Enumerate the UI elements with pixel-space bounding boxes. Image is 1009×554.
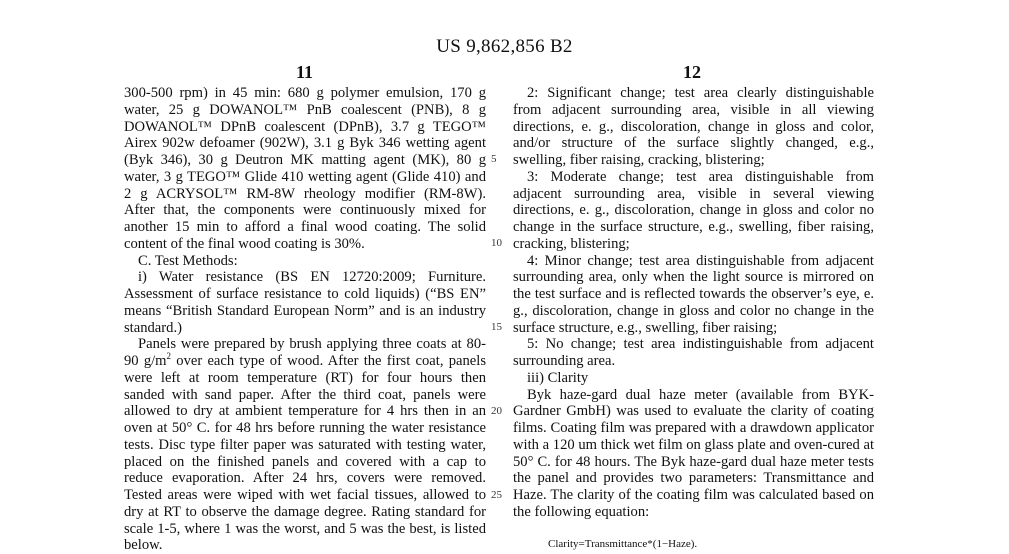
section-heading: iii) Clarity bbox=[527, 369, 589, 386]
rating-item: 4: Minor change; test area distinguishable from adjacent surrounding area, only when the light source is mirrored on the test surface and is reflected towards the observer’s eye, e. g., discoloration, change in gloss and color no change in the surface structure, e.g., swelling, fiber raising; bbox=[513, 252, 874, 336]
line-number: 20 bbox=[491, 405, 502, 417]
right-column bbox=[513, 85, 874, 521]
page-number-left: 11 bbox=[296, 62, 314, 82]
line-number: 15 bbox=[491, 321, 502, 333]
rating-item: 2: Significant change; test area clearly distinguishable from adjacent surrounding area, visible in all viewing directions, e. g., discoloration, change in gloss and color, and/or structure of the surface slightly changed, e.g., swelling, fiber raising, cracking, blistering; bbox=[513, 85, 874, 168]
section-heading: C. Test Methods: bbox=[138, 252, 238, 269]
paragraph: Panels were prepared by brush applying three coats at 80-90 $g/m^2$ over each type of wood. After the first coat, panels were left at room temperature (RT) for four hours then sanded with sand paper. After the third coat, panels were allowed to dry at ambient temperature for 4 hrs then in an oven at 50° C. for 48 hrs before running the water resistance tests. Disc type filter paper was saturated with testing water, placed on the finished panels and covered with a cap to reduce evaporation. After 24 hrs, covers were removed. Tested areas were wiped with wet facial tissues, allowed to dry at RT to observe the damage degree. Rating standard for scale 1-5, where 1 was the worst, and 5 was the best, is listed below. bbox=[124, 336, 486, 554]
patent-number: US 9,862,856 B2 bbox=[436, 36, 573, 57]
left-column bbox=[124, 85, 486, 554]
line-number: 10 bbox=[491, 237, 502, 249]
paragraph: i) Water resistance (BS EN 12720:2009; Furniture. Assessment of surface resistance to cold liquids) (“BS EN” means “British Standard European Norm” and is an industry standard.) bbox=[124, 269, 486, 336]
rating-item: 3: Moderate change; test area distinguishable from adjacent surrounding area, visible in several viewing directions, e. g., discoloration, change in gloss and color no change in the surface structure, e.g., swelling, fiber raising, cracking, blistering; bbox=[513, 168, 874, 252]
paragraph: 300-500 rpm) in 45 min: 680 g polymer emulsion, 170 g water, 25 g DOWANOL™ PnB coalescent (PNB), 8 g DOWANOL™ DPnB coalescent (DPnB), 3.7 g TEGO™ Airex 902w defoamer (902W), 3.1 g Byk 346 wetting agent (Byk 346), 30 g Deutron MK matting agent (MK), 80 g water, 3 g TEGO™ Glide 410 wetting agent (Glide 410) and 2 g ACRYSOL™ RM-8W rheology modifier (RM-8W). After that, the components were continuously mixed for another 15 min to afford a final wood coating. The solid content of the final wood coating is 30%. bbox=[124, 85, 486, 252]
line-number: 5 bbox=[491, 153, 497, 165]
line-number: 25 bbox=[491, 489, 502, 501]
superscript: 2 bbox=[166, 351, 172, 362]
clarity-equation: Clarity=Transmittance*(1−Haze). bbox=[548, 538, 698, 550]
paragraph: Byk haze-gard dual haze meter (available from BYK-Gardner GmbH) was used to evaluate the clarity of coating films. Coating film was prepared with a drawdown applicator with a 120 um thick wet film on glass plate and oven-cured at 50° C. for 48 hours. The Byk haze-gard dual haze meter tests the panel and provides two parameters: Transmittance and Haze. The clarity of the coating film was calculated based on the following equation: bbox=[513, 386, 874, 520]
page-number-right: 12 bbox=[683, 62, 701, 82]
rating-item: 5: No change; test area indistinguishable from adjacent surrounding area. bbox=[513, 336, 874, 369]
